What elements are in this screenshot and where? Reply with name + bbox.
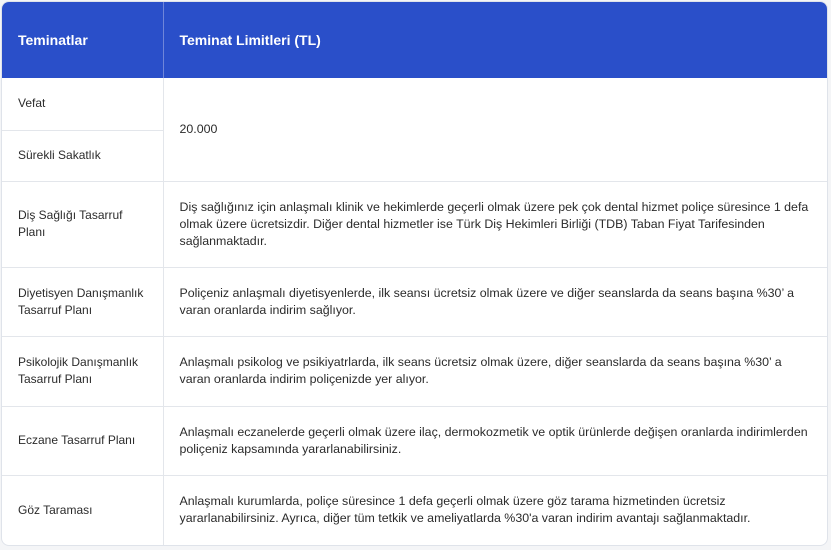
table-row xyxy=(2,181,827,267)
row-label-diyetisyen: Diyetisyen Danışmanlık Tasarruf Planı xyxy=(2,267,163,336)
header-coverage-limits: Teminat Limitleri (TL) xyxy=(163,2,827,78)
row-label-dis-sagligi: Diş Sağlığı Tasarruf Planı xyxy=(2,181,163,267)
row-label-surekli-sakatlik: Sürekli Sakatlık xyxy=(2,130,163,181)
row-value-diyetisyen: Poliçeniz anlaşmalı diyetisyenlerde, ilk seansı ücretsiz olmak üzere ve diğer seanslarda da seans başına %30’ a varan oranlarda indirim sağlıyor. xyxy=(163,267,827,336)
header-coverages: Teminatlar xyxy=(2,2,163,78)
row-value-psikolojik: Anlaşmalı psikolog ve psikiyatrlarda, ilk seans ücretsiz olmak üzere, diğer seanslarda da seans başına %30’ a varan oranlarda indirim poliçenizde yer alıyor. xyxy=(163,336,827,406)
table-header-row xyxy=(2,2,827,78)
table-row xyxy=(2,336,827,406)
row-value-goz-taramasi: Anlaşmalı kurumlarda, poliçe süresince 1 defa geçerli olmak üzere göz tarama hizmetinden ücretsiz yararlanabilirsiniz. Ayrıca, diğer tüm tetkik ve ameliyatlarda %30'a varan indirim avantajı sağlanmaktadır. xyxy=(163,475,827,545)
table-row xyxy=(2,78,827,130)
table-row xyxy=(2,406,827,475)
table-row xyxy=(2,475,827,545)
table-row xyxy=(2,267,827,336)
row-label-vefat: Vefat xyxy=(2,78,163,130)
coverage-table-card xyxy=(1,1,828,546)
row-label-goz-taramasi: Göz Taraması xyxy=(2,475,163,545)
row-value-dis-sagligi: Diş sağlığınız için anlaşmalı klinik ve hekimlerde geçerli olmak üzere pek çok dental hizmet poliçe süresince 1 defa olmak üzere ücretsizdir. Diğer dental hizmetler ise Türk Diş Hekimleri Birliği (TDB) Taban Fiyat Tarifesinden sağlanmaktadır. xyxy=(163,181,827,267)
row-value-eczane: Anlaşmalı eczanelerde geçerli olmak üzere ilaç, dermokozmetik ve optik ürünlerde değişen oranlarda indirimlerden poliçeniz kapsamında yararlanabilirsiniz. xyxy=(163,406,827,475)
row-value-shared-limit: 20.000 xyxy=(179,121,218,136)
row-label-eczane: Eczane Tasarruf Planı xyxy=(2,406,163,475)
coverage-table xyxy=(2,2,827,545)
row-label-psikolojik: Psikolojik Danışmanlık Tasarruf Planı xyxy=(2,336,163,406)
